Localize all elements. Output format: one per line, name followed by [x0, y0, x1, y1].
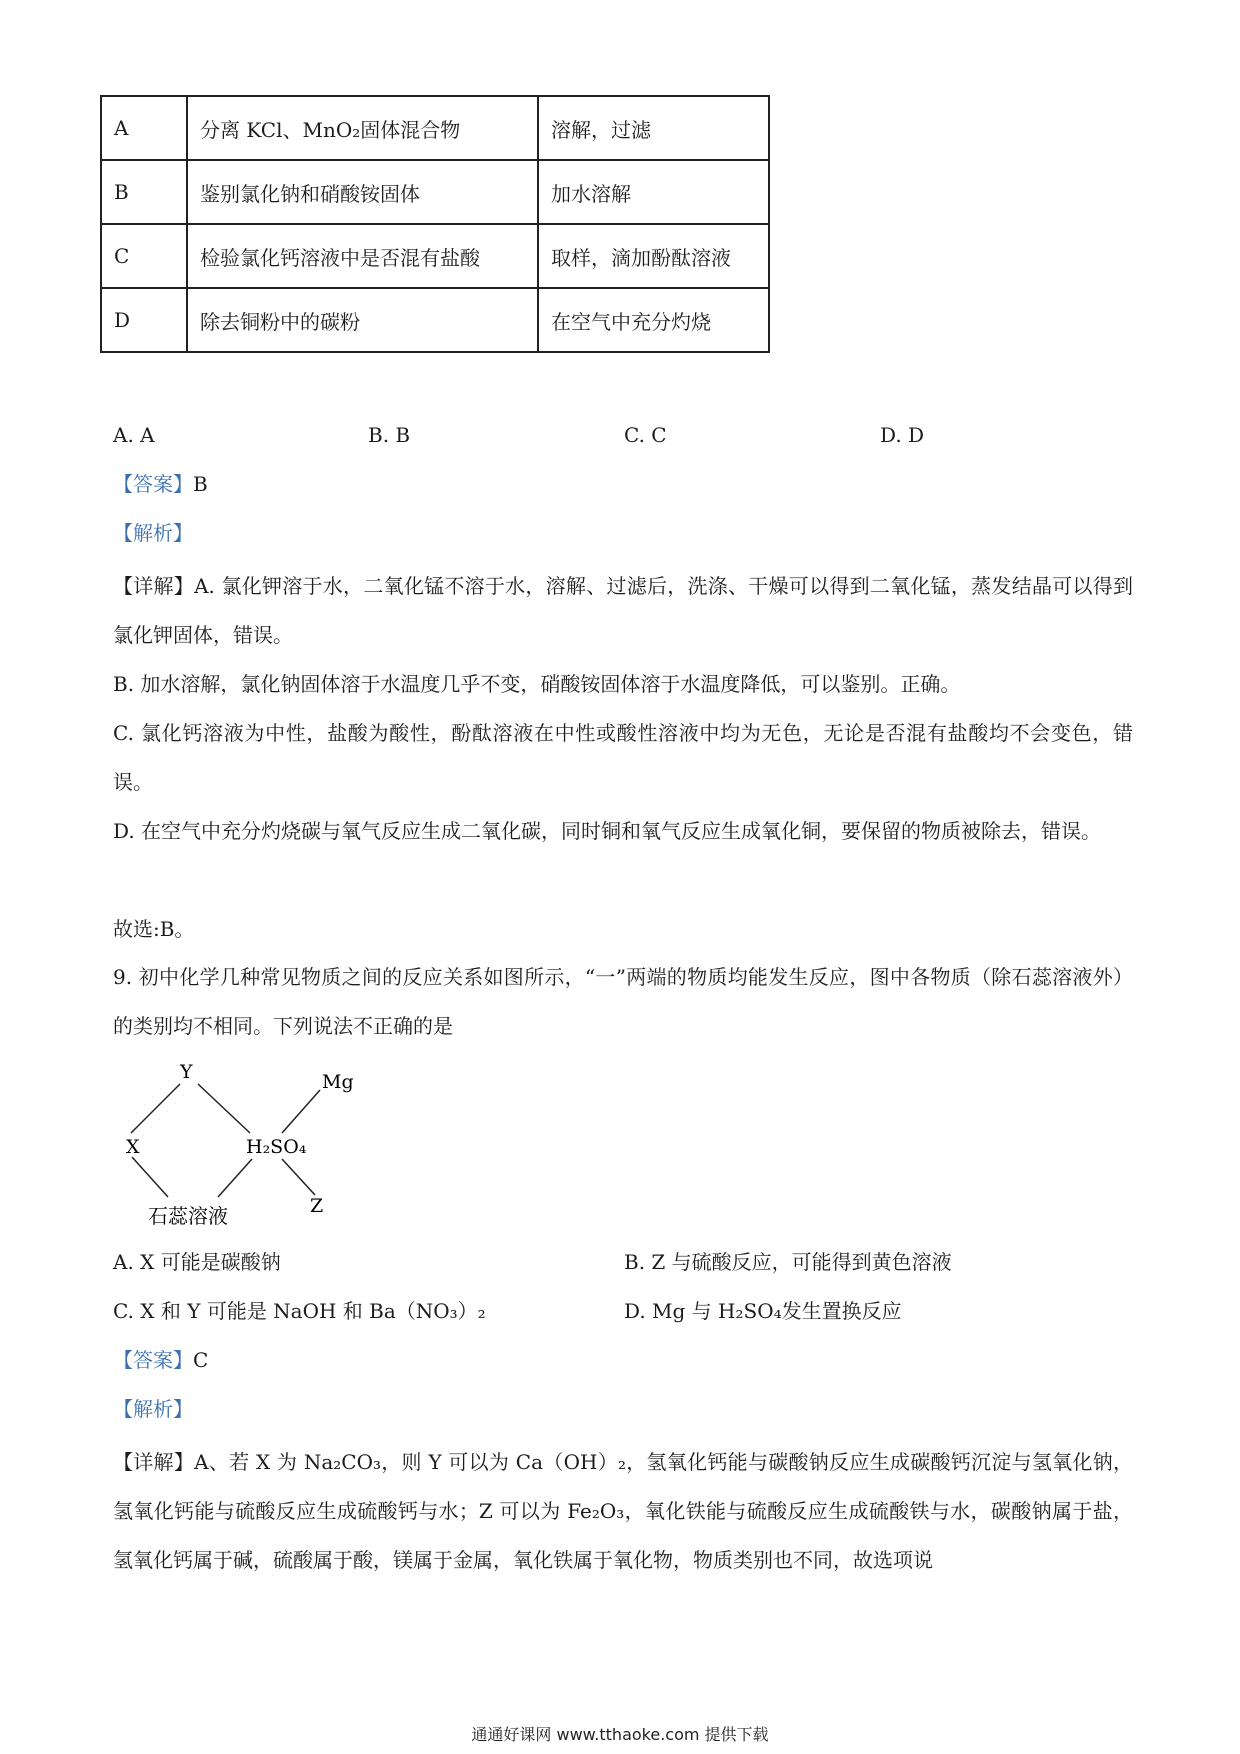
q8-choice-a: A. A	[113, 423, 155, 447]
answer-label: 【答案】	[113, 472, 193, 496]
option-cell: D	[101, 288, 187, 352]
line-h2so4-z	[282, 1159, 315, 1195]
label-h2so4: H₂SO₄	[246, 1136, 307, 1158]
line-h2so4-litmus	[218, 1159, 252, 1197]
q8-analysis-label: 【解析】	[113, 521, 193, 545]
options-table	[100, 95, 770, 353]
task-cell: 分离 KCl、MnO₂固体混合物	[187, 96, 538, 160]
label-litmus: 石蕊溶液	[148, 1204, 228, 1228]
table-row	[101, 160, 769, 224]
q8-detail-b: B. 加水溶解，氯化钠固体溶于水温度几乎不变，硝酸铵固体溶于水温度降低，可以鉴别。正确。	[113, 672, 961, 696]
q8-conclusion: 故选:B。	[113, 917, 195, 941]
reaction-diagram	[110, 1055, 410, 1230]
method-cell: 溶解，过滤	[538, 96, 769, 160]
label-y: Y	[180, 1061, 193, 1083]
q9-choice-d: D. Mg 与 H₂SO₄发生置换反应	[624, 1299, 902, 1323]
table-row	[101, 288, 769, 352]
q8-choice-d: D. D	[880, 423, 925, 447]
answer-value: C	[193, 1348, 209, 1372]
method-cell: 取样，滴加酚酞溶液	[538, 224, 769, 288]
detail-text: A. 氯化钾溶于水，二氧化锰不溶于水，溶解、过滤后，洗涤、干燥可以得到二氧化锰，蒸发结晶可以得到氯化钾固体，错误。	[113, 574, 1134, 647]
task-cell: 检验氯化钙溶液中是否混有盐酸	[187, 224, 538, 288]
line-h2so4-mg	[282, 1090, 320, 1133]
page-footer: 通通好课网 www.tthaoke.com 提供下载	[471, 1725, 769, 1744]
q8-detail-a	[113, 562, 1133, 660]
label-x: X	[126, 1136, 140, 1158]
label-mg: Mg	[322, 1071, 354, 1093]
line-y-x	[131, 1084, 180, 1133]
q9-choice-b: B. Z 与硫酸反应，可能得到黄色溶液	[624, 1250, 952, 1274]
q8-answer	[113, 469, 208, 499]
option-cell: A	[101, 96, 187, 160]
q9-choice-c: C. X 和 Y 可能是 NaOH 和 Ba（NO₃）₂	[113, 1299, 486, 1323]
method-cell: 加水溶解	[538, 160, 769, 224]
q8-detail-c: C. 氯化钙溶液为中性，盐酸为酸性，酚酞溶液在中性或酸性溶液中均为无色，无论是否混有盐酸均不会变色，错误。	[113, 721, 1133, 794]
q8-choice-b: B. B	[368, 423, 411, 447]
label-z-pos: Z	[310, 1195, 324, 1217]
q9-detail: 【详解】A、若 X 为 Na₂CO₃，则 Y 可以为 Ca（OH）₂，氢氧化钙能与碳酸钠反应生成碳酸钙沉淀与氢氧化钠，氢氧化钙能与硫酸反应生成硫酸钙与水；Z 可以为 Fe₂O₃，氧化铁能与硫酸反应生成硫酸铁与水，碳酸钠属于盐，氢氧化钙属于碱，硫酸属于酸，镁属于金属，氧化铁属于氧化物，物质类别也不同，故选项说	[113, 1450, 1133, 1572]
q9-analysis-label: 【解析】	[113, 1397, 193, 1421]
q8-choice-c: C. C	[624, 423, 667, 447]
line-y-h2so4	[198, 1084, 250, 1133]
table-row	[101, 224, 769, 288]
option-cell: C	[101, 224, 187, 288]
q8-detail-d: D. 在空气中充分灼烧碳与氧气反应生成二氧化碳，同时铜和氧气反应生成氧化铜，要保留的物质被除去，错误。	[113, 819, 1102, 843]
table-row	[101, 96, 769, 160]
answer-label: 【答案】	[113, 1348, 193, 1372]
line-x-litmus	[132, 1157, 168, 1197]
q9-choice-a: A. X 可能是碳酸钠	[113, 1250, 281, 1274]
method-cell: 在空气中充分灼烧	[538, 288, 769, 352]
q9-stem: 9. 初中化学几种常见物质之间的反应关系如图所示，“一”两端的物质均能发生反应，图中各物质（除石蕊溶液外）的类别均不相同。下列说法不正确的是	[113, 965, 1133, 1038]
task-cell: 鉴别氯化钠和硝酸铵固体	[187, 160, 538, 224]
q9-answer	[113, 1345, 208, 1375]
option-cell: B	[101, 160, 187, 224]
answer-value: B	[193, 472, 208, 496]
task-cell: 除去铜粉中的碳粉	[187, 288, 538, 352]
detail-label: 【详解】	[113, 574, 195, 598]
